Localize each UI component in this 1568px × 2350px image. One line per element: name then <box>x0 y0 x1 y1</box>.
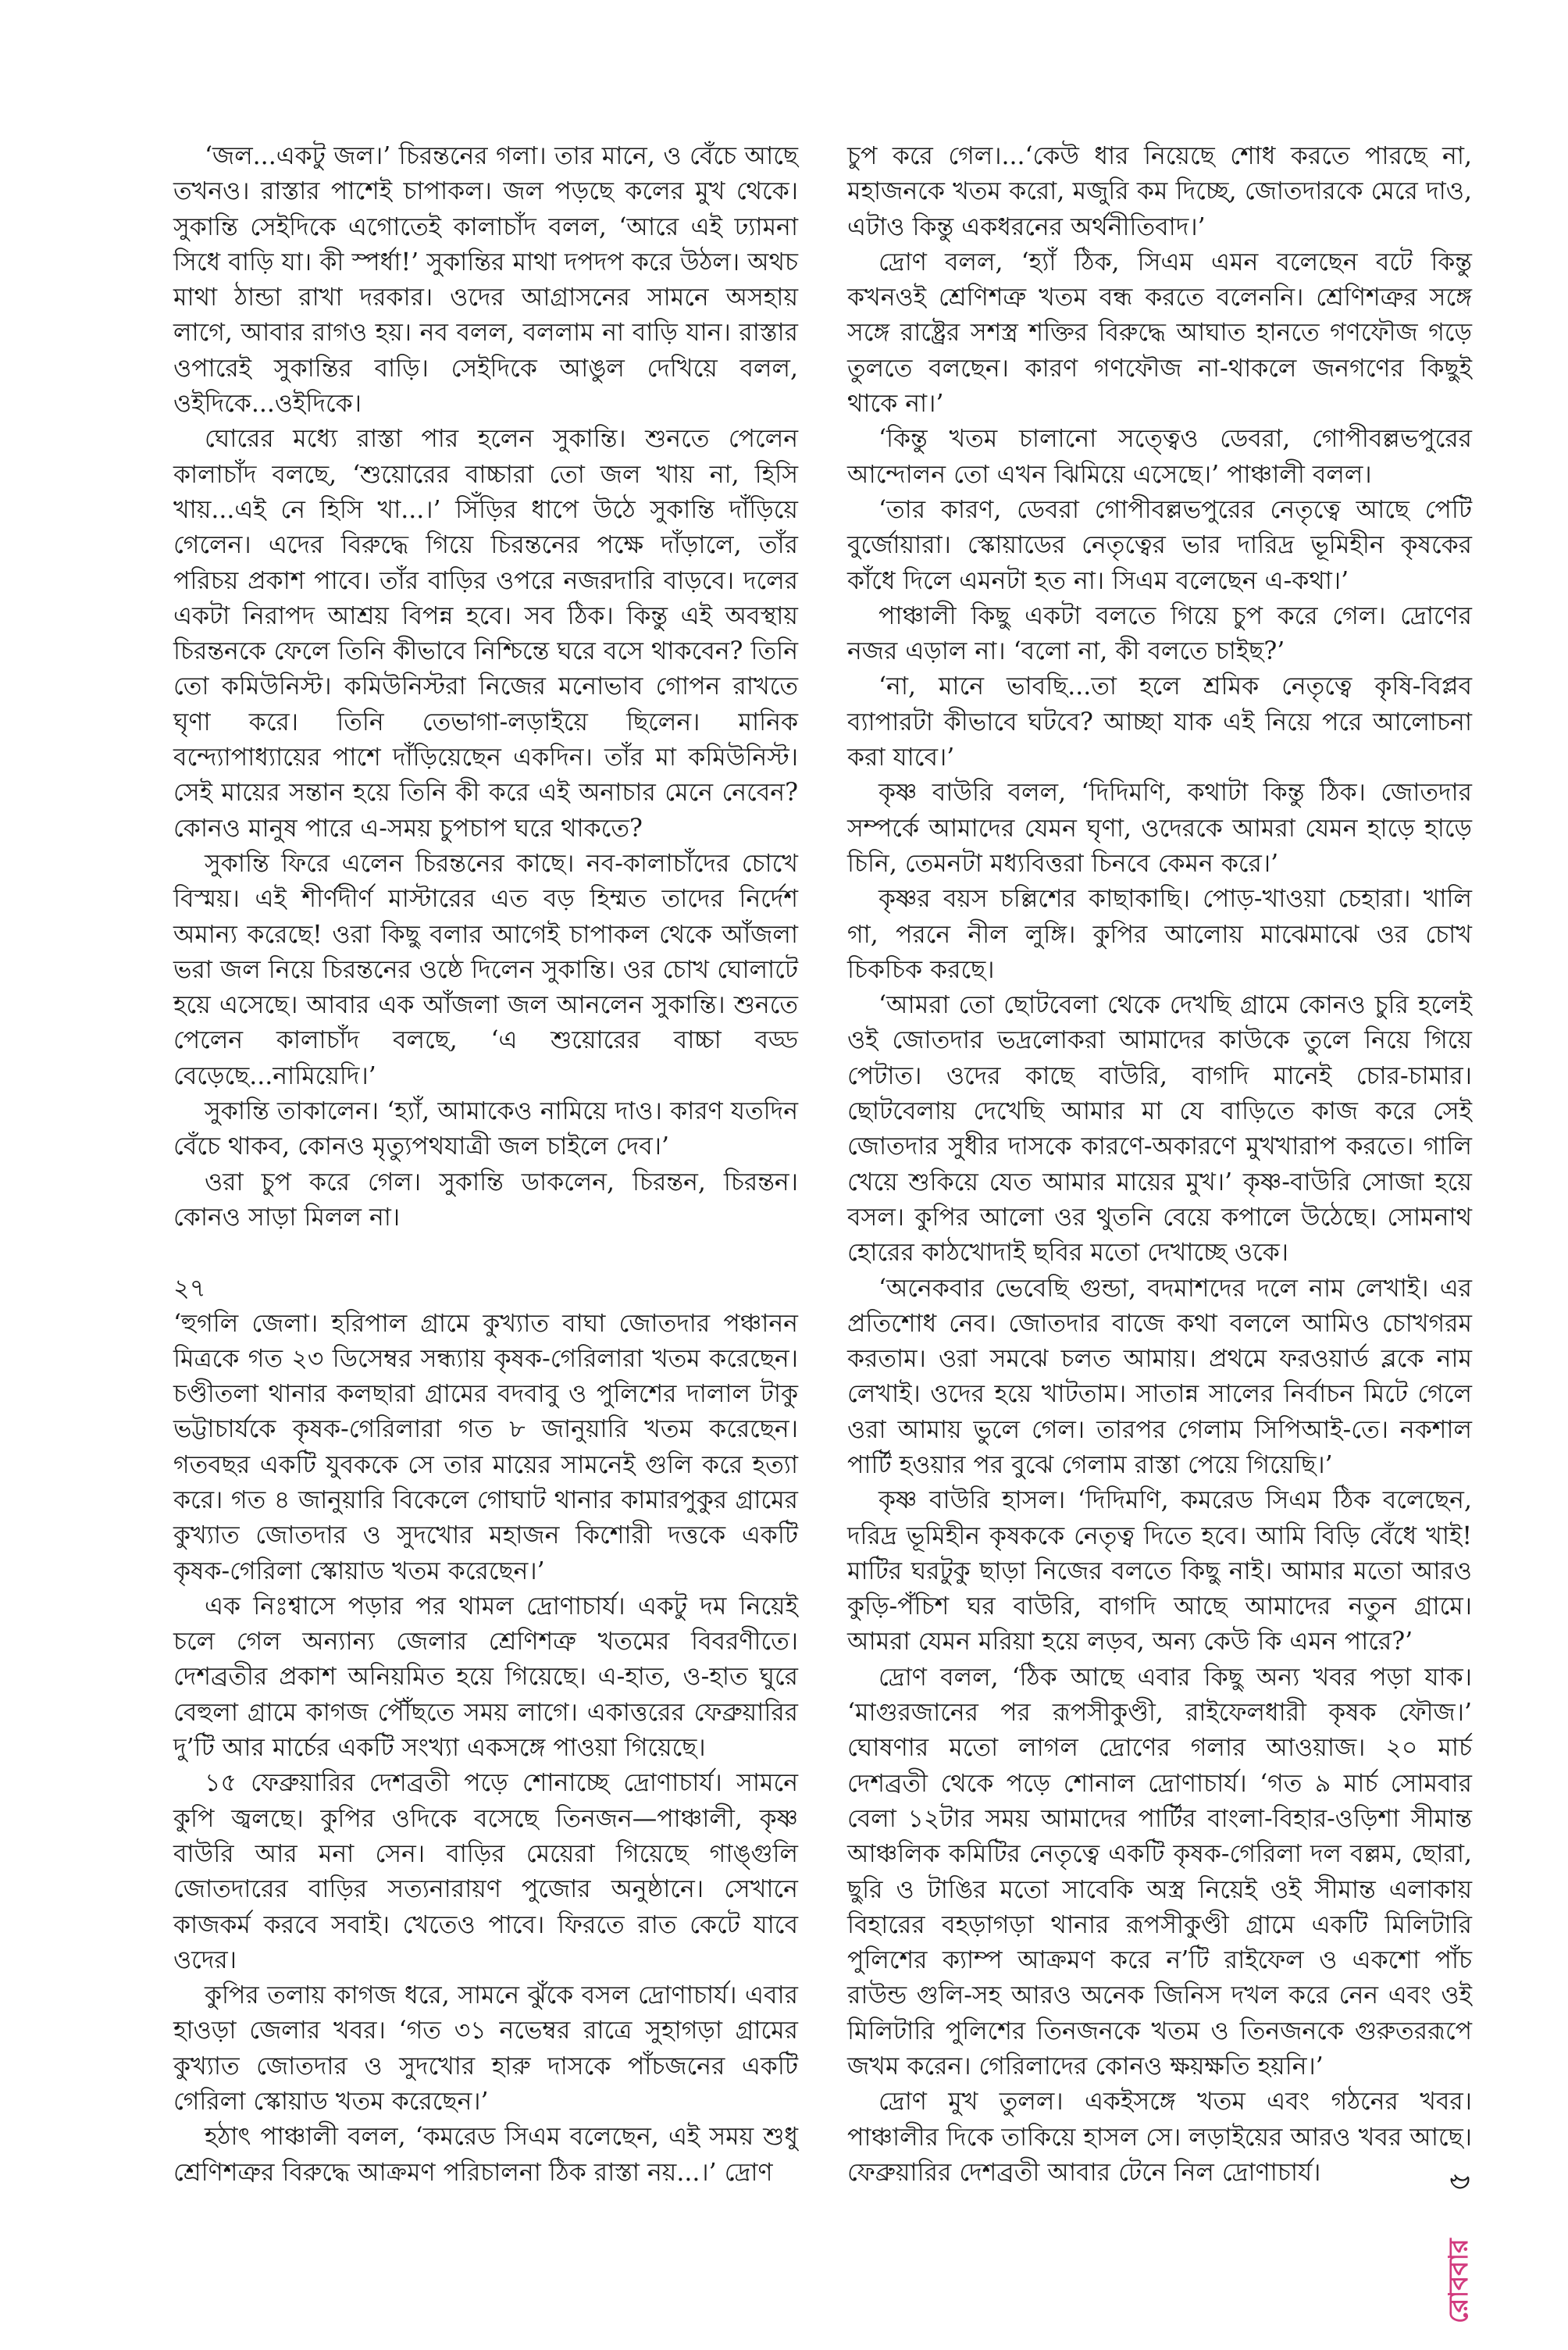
paragraph: ‘হুগলি জেলা। হরিপাল গ্রামে কুখ্যাত বাঘা জোতদার পঞ্চানন মিত্রকে গত ২৩ ডিসেম্বর সন্ধ্যায় কৃষক-গেরিলারা খতম করেছেন। চণ্ডীতলা থানার কলছারা গ্রামের বদবাবু ও পুলিশের দালাল টাকু ভট্টাচার্যকে কৃষক-গেরিলারা গত ৮ জানুয়ারি খতম করেছেন। গতবছর একটি যুবককে সে তার মায়ের সামনেই গুলি করে হত্যা করে। গত ৪ জানুয়ারি বিকেলে গোঘাট থানার কামারপুকুর গ্রামের কুখ্যাত জোতদার ও সুদখোর মহাজন কিশোরী দত্তকে একটি কৃষক-গেরিলা স্কোয়াড খতম করেছেন।’ <box>173 1309 798 1585</box>
paragraph: সুকান্তি তাকালেন। ‘হ্যাঁ, আমাকেও নামিয়ে দাও। কারণ যতদিন বেঁচে থাকব, কোনও মৃত্যুপথযাত্রী জল চাইলে দেব।’ <box>173 1097 798 1161</box>
paragraph: ‘আমরা তো ছোটবেলা থেকে দেখছি গ্রামে কোনও চুরি হলেই ওই জোতদার ভদ্রলোকরা আমাদের কাউকে তুলে নিয়ে গিয়ে পেটাত। ওদের কাছে বাউরি, বাগদি মানেই চোর-চামার। ছোটবেলায় দেখেছি আমার মা যে বাড়িতে কাজ করে সেই জোতদার সুধীর দাসকে কারণে-অকারণে মুখখারাপ করতে। গালি খেয়ে শুকিয়ে যেত আমার মায়ের মুখ।’ কৃষ্ণ-বাউরি সোজা হয়ে বসল। কুপির আলো ওর থুতনি বেয়ে কপালে উঠেছে। সোমনাথ হোরের কাঠখোদাই ছবির মতো দেখাচ্ছে ওকে। <box>847 991 1472 1268</box>
magazine-name: রোববার <box>1442 2238 1474 2323</box>
chapter-number: ২৭ <box>173 1273 206 1303</box>
paragraph: ১৫ ফেব্রুয়ারির দেশব্রতী পড়ে শোনাচ্ছে দ্রোণাচার্য। সামনে কুপি জ্বলছে। কুপির ওদিকে বসেছে তিনজন—পাঞ্চালী, কৃষ্ণ বাউরি আর মনা সেন। বাড়ির মেয়েরা গিয়েছে গাঙ্গুলি জোতদারের বাড়ির সত্যনারায়ণ পুজোর অনুষ্ঠানে। সেখানে কাজকর্ম করবে সবাই। খেতেও পাবে। ফিরতে রাত কেটে যাবে ওদের। <box>173 1769 798 1974</box>
paragraph: চুপ করে গেল।...‘কেউ ধার নিয়েছে শোধ করতে পারছে না, মহাজনকে খতম করো, মজুরি কম দিচ্ছে, জোতদারকে মেরে দাও, এটাও কিন্তু একধরনের অর্থনীতিবাদ।’ <box>847 142 1472 241</box>
paragraph: হঠাৎ পাঞ্চালী বলল, ‘কমরেড সিএম বলেছেন, এই সময় শুধু শ্রেণিশত্রুর বিরুদ্ধে আক্রমণ পরিচালনা ঠিক রাস্তা নয়...।’ দ্রোণ <box>173 2123 798 2187</box>
paragraph: সুকান্তি ফিরে এলেন চিরন্তনের কাছে। নব-কালাচাঁদের চোখে বিস্ময়। এই শীর্ণদীর্ণ মাস্টারের এত বড় হিম্মত তাদের নির্দেশ অমান্য করেছে! ওরা কিছু বলার আগেই চাপাকল থেকে আঁজলা ভরা জল নিয়ে চিরন্তনের ওষ্ঠে দিলেন সুকান্তি। ওর চোখ ঘোলাটে হয়ে এসেছে। আবার এক আঁজলা জল আনলেন সুকান্তি। শুনতে পেলেন কালাচাঁদ বলছে, ‘এ শুয়োরের বাচ্চা বড্ড বেড়েছে...নামিয়েদি।’ <box>173 849 798 1090</box>
page-footer-sidebar <box>1441 2089 1480 2323</box>
paragraph: কৃষ্ণর বয়স চল্লিশের কাছাকাছি। পোড়-খাওয়া চেহারা। খালি গা, পরনে নীল লুঙ্গি। কুপির আলোয় মাঝেমাঝে ওর চোখ চিকচিক করছে। <box>847 885 1472 984</box>
paragraph: ‘অনেকবার ভেবেছি গুন্ডা, বদমাশদের দলে নাম লেখাই। এর প্রতিশোধ নেব। জোতদার বাজে কথা বললে আমিও চোখগরম করতাম। ওরা সমঝে চলত আমায়। প্রথমে ফরওয়ার্ড ব্লকে নাম লেখাই। ওদের হয়ে খাটতাম। সাতান্ন সালের নির্বাচন মিটে গেলে ওরা আমায় ভুলে গেল। তারপর গেলাম সিপিআই-তে। নকশাল পার্টি হওয়ার পর বুঝে গেলাম রাস্তা পেয়ে গিয়েছি।’ <box>847 1274 1472 1479</box>
paragraph: দ্রোণ বলল, ‘হ্যাঁ ঠিক, সিএম এমন বলেছেন বটে কিন্তু কখনওই শ্রেণিশত্রু খতম বন্ধ করতে বলেননি। শ্রেণিশত্রুর সঙ্গে সঙ্গে রাষ্ট্রের সশস্ত্র শক্তির বিরুদ্ধে আঘাত হানতে গণফৌজ গড়ে তুলতে বলছেন। কারণ গণফৌজ না-থাকলে জনগণের কিছুই থাকে না।’ <box>847 248 1472 419</box>
paragraph: কৃষ্ণ বাউরি বলল, ‘দিদিমণি, কথাটা কিন্তু ঠিক। জোতদার সম্পর্কে আমাদের যেমন ঘৃণা, ওদেরকে আমরা যেমন হাড়ে হাড়ে চিনি, তেমনটা মধ্যবিত্তরা চিনবে কেমন করে।’ <box>847 779 1472 878</box>
paragraph: ‘জল...একটু জল।’ চিরন্তনের গলা। তার মানে, ও বেঁচে আছে তখনও। রাস্তার পাশেই চাপাকল। জল পড়ছে কলের মুখ থেকে। সুকান্তি সেইদিকে এগোতেই কালাচাঁদ বলল, ‘আরে এই ঢ্যামনা সিধে বাড়ি যা। কী স্পর্ধা!’ সুকান্তির মাথা দপদপ করে উঠল। অথচ মাথা ঠান্ডা রাখা দরকার। ওদের আগ্রাসনের সামনে অসহায় লাগে, আবার রাগও হয়। নব বলল, বললাম না বাড়ি যান। রাস্তার ওপারেই সুকান্তির বাড়ি। সেইদিকে আঙুল দেখিয়ে বলল, ওইদিকে...ওইদিকে। <box>173 142 798 419</box>
right-column <box>847 139 1472 2191</box>
paragraph: ওরা চুপ করে গেল। সুকান্তি ডাকলেন, চিরন্তন, চিরন্তন। কোনও সাড়া মিলল না। <box>173 1168 798 1232</box>
paragraph: ঘোরের মধ্যে রাস্তা পার হলেন সুকান্তি। শুনতে পেলেন কালাচাঁদ বলছে, ‘শুয়োরের বাচ্চারা তো জল খায় না, হিসি খায়...এই নে হিসি খা...।’ সিঁড়ির ধাপে উঠে সুকান্তি দাঁড়িয়ে গেলেন। এদের বিরুদ্ধে গিয়ে চিরন্তনের পক্ষে দাঁড়ালে, তাঁর পরিচয় প্রকাশ পাবে। তাঁর বাড়ির ওপরে নজরদারি বাড়বে। দলের একটা নিরাপদ আশ্রয় বিপন্ন হবে। সব ঠিক। কিন্তু এই অবস্থায় চিরন্তনকে ফেলে তিনি কীভাবে নিশ্চিন্তে ঘরে বসে থাকবেন? তিনি তো কমিউনিস্ট। কমিউনিস্টরা নিজের মনোভাব গোপন রাখতে ঘৃণা করে। তিনি তেভাগা-লড়াইয়ে ছিলেন। মানিক বন্দ্যোপাধ্যায়ের পাশে দাঁড়িয়েছেন একদিন। তাঁর মা কমিউনিস্ট। সেই মায়ের সন্তান হয়ে তিনি কী করে এই অনাচার মেনে নেবেন? কোনও মানুষ পারে এ-সময় চুপচাপ ঘরে থাকতে? <box>173 425 798 843</box>
paragraph: দ্রোণ বলল, ‘ঠিক আছে এবার কিছু অন্য খবর পড়া যাক। ‘মাগুরজানের পর রূপসীকুণ্ডী, রাইফেলধারী কৃষক ফৌজ।’ ঘোষণার মতো লাগল দ্রোণের গলার আওয়াজ। ২০ মার্চ দেশব্রতী থেকে পড়ে শোনাল দ্রোণাচার্য। ‘গত ৯ মার্চ সোমবার বেলা ১২টার সময় আমাদের পার্টির বাংলা-বিহার-ওড়িশা সীমান্ত আঞ্চলিক কমিটির নেতৃত্বে একটি কৃষক-গেরিলা দল বল্লম, ছোরা, ছুরি ও টাঙির মতো সাবেকি অস্ত্র নিয়েই ওই সীমান্ত এলাকায় বিহারের বহড়াগড়া থানার রূপসীকুণ্ডী গ্রামে একটি মিলিটারি পুলিশের ক্যাম্প আক্রমণ করে ন’টি রাইফেল ও একশো পাঁচ রাউন্ড গুলি-সহ আরও অনেক জিনিস দখল করে নেন এবং ওই মিলিটারি পুলিশের তিনজনকে খতম ও তিনজনকে গুরুতররূপে জখম করেন। গেরিলাদের কোনও ক্ষয়ক্ষতি হয়নি।’ <box>847 1663 1472 2081</box>
left-paragraphs-after <box>173 1307 798 2191</box>
left-paragraphs-before <box>173 139 798 1236</box>
page-number: ৫ <box>1441 2171 1477 2192</box>
paragraph: ‘কিন্তু খতম চালানো সত্ত্বেও ডেবরা, গোপীবল্লভপুরের আন্দোলন তো এখন ঝিমিয়ে এসেছে।’ পাঞ্চালী বলল। <box>847 425 1472 489</box>
right-paragraphs <box>847 139 1472 2191</box>
paragraph: পাঞ্চালী কিছু একটা বলতে গিয়ে চুপ করে গেল। দ্রোণের নজর এড়াল না। ‘বলো না, কী বলতে চাইছ?’ <box>847 601 1472 666</box>
paragraph: ‘তার কারণ, ডেবরা গোপীবল্লভপুরের নেতৃত্বে আছে পেটি বুর্জোয়ারা। স্কোয়াডের নেতৃত্বের ভার দারিদ্র ভূমিহীন কৃষকের কাঁধে দিলে এমনটা হত না। সিএম বলেছেন এ-কথা।’ <box>847 495 1472 595</box>
paragraph: এক নিঃশ্বাসে পড়ার পর থামল দ্রোণাচার্য। একটু দম নিয়েই চলে গেল অন্যান্য জেলার শ্রেণিশত্রু খতমের বিবরণীতে। দেশব্রতীর প্রকাশ অনিয়মিত হয়ে গিয়েছে। এ-হাত, ও-হাত ঘুরে বেহুলা গ্রামে কাগজ পৌঁছতে সময় লাগে। একাত্তরের ফেব্রুয়ারির দু’টি আর মার্চের একটি সংখ্যা একসঙ্গে পাওয়া গিয়েছে। <box>173 1592 798 1763</box>
paragraph: কৃষ্ণ বাউরি হাসল। ‘দিদিমণি, কমরেড সিএম ঠিক বলেছেন, দরিদ্র ভূমিহীন কৃষককে নেতৃত্ব দিতে হবে। আমি বিড়ি বেঁধে খাই! মাটির ঘরটুকু ছাড়া নিজের বলতে কিছু নাই। আমার মতো আরও কুড়ি-পঁচিশ ঘর বাউরি, বাগদি আছে আমাদের নতুন গ্রামে। আমরা যেমন মরিয়া হয়ে লড়ব, অন্য কেউ কি এমন পারে?’ <box>847 1486 1472 1656</box>
paragraph: কুপির তলায় কাগজ ধরে, সামনে ঝুঁকে বসল দ্রোণাচার্য। এবার হাওড়া জেলার খবর। ‘গত ৩১ নভেম্বর রাত্রে সুহাগড়া গ্রামের কুখ্যাত জোতদার ও সুদখোর হারু দাসকে পাঁচজনের একটি গেরিলা স্কোয়াড খতম করেছেন।’ <box>173 1981 798 2116</box>
paragraph: দ্রোণ মুখ তুলল। একইসঙ্গে খতম এবং গঠনের খবর। পাঞ্চালীর দিকে তাকিয়ে হাসল সে। লড়াইয়ের আরও খবর আছে। ফেব্রুয়ারির দেশব্রতী আবার টেনে নিল দ্রোণাচার্য। <box>847 2088 1472 2187</box>
left-column <box>173 139 798 2191</box>
paragraph: ‘না, মানে ভাবছি...তা হলে শ্রমিক নেতৃত্বে কৃষি-বিপ্লব ব্যাপারটা কীভাবে ঘটবে? আচ্ছা যাক এই নিয়ে পরে আলোচনা করা যাবে।’ <box>847 672 1472 772</box>
